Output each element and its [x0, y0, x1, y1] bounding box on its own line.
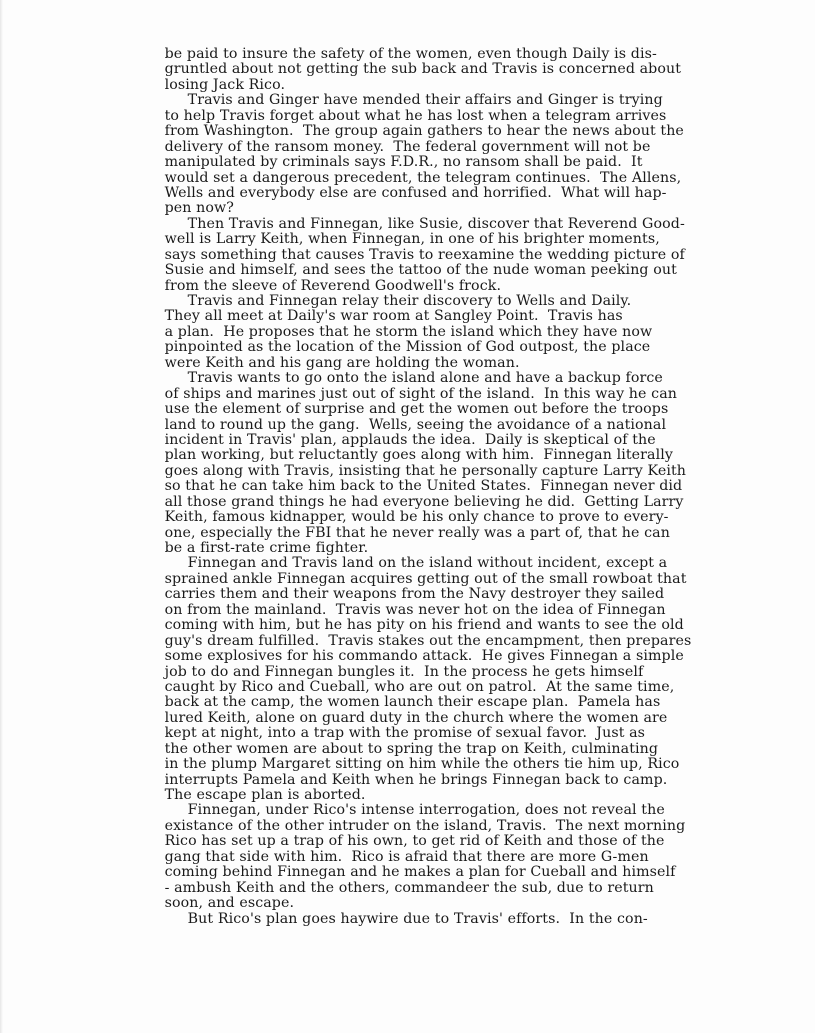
page-edge-shadow: [0, 0, 3, 1033]
text-line: losing Jack Rico.: [160, 76, 286, 93]
text-line: kept at night, into a trap with the promise of sexual favor. Just as: [160, 725, 646, 742]
text-line: lured Keith, alone on guard duty in the church where the women are: [160, 709, 668, 726]
text-line: all those grand things he had everyone believing he did. Getting Larry: [160, 493, 684, 510]
text-line: Travis wants to go onto the island alone and have a backup force: [160, 370, 663, 387]
text-line: pen now?: [160, 200, 234, 217]
text-line: back at the camp, the women launch their escape plan. Pamela has: [160, 694, 661, 711]
text-line: interrupts Pamela and Keith when he brings Finnegan back to camp.: [160, 771, 668, 788]
text-line: from Washington. The group again gathers to hear the news about the: [160, 123, 684, 140]
text-line: Wells and everybody else are confused and horrified. What will hap-: [160, 184, 667, 201]
text-line: of ships and marines just out of sight of the island. In this way he can: [160, 385, 677, 402]
text-line: be a first-rate crime fighter.: [160, 540, 369, 556]
text-line: existance of the other intruder on the island, Travis. The next morning: [160, 817, 686, 834]
text-line: soon, and escape.: [160, 895, 295, 912]
text-line: gang that side with him. Rico is afraid that there are more G-men: [160, 848, 649, 865]
text-line: one, especially the FBI that he never really was a part of, that he can: [160, 524, 670, 541]
text-line: land to round up the gang. Wells, seeing the avoidance of a national: [160, 416, 667, 433]
text-line: would set a dangerous precedent, the telegram continues. The Allens,: [160, 169, 682, 186]
text-line: carries them and their weapons from the Navy destroyer they sailed: [160, 586, 665, 603]
text-line: incident in Travis' plan, applauds the idea. Daily is skeptical of the: [160, 431, 656, 448]
text-line: plan working, but reluctantly goes along with him. Finnegan literally: [160, 447, 673, 464]
text-line: They all meet at Daily's war room at Sangley Point. Travis has: [160, 308, 623, 325]
text-line: Finnegan, under Rico's intense interrogation, does not reveal the: [160, 802, 665, 819]
text-line: But Rico's plan goes haywire due to Travis' efforts. In the con-: [160, 910, 648, 927]
text-line: Travis and Ginger have mended their affairs and Ginger is trying: [160, 92, 663, 109]
text-line: Travis and Finnegan relay their discovery to Wells and Daily.: [160, 293, 632, 309]
text-line: goes along with Travis, insisting that he personally capture Larry Keith: [160, 462, 687, 479]
text-line: job to do and Finnegan bungles it. In the process he gets himself: [160, 663, 644, 680]
text-line: pinpointed as the location of the Mission of God outpost, the place: [160, 339, 651, 356]
text-line: delivery of the ransom money. The federal government will not be: [160, 138, 651, 155]
text-line: on from the mainland. Travis was never hot on the idea of Finnegan: [160, 601, 666, 618]
text-line: so that he can take him back to the United States. Finnegan never did: [160, 478, 683, 495]
text-line: gruntled about not getting the sub back and Travis is concerned about: [160, 61, 682, 78]
text-line: some explosives for his commando attack. He gives Finnegan a simple: [160, 648, 684, 665]
typescript-body: [160, 47, 750, 927]
text-line: sprained ankle Finnegan acquires getting out of the small rowboat that: [160, 570, 687, 587]
text-line: Rico has set up a trap of his own, to get rid of Keith and those of the: [160, 833, 665, 850]
text-line: - ambush Keith and the others, commandeer the sub, due to return: [160, 879, 654, 896]
text-line: from the sleeve of Reverend Goodwell's frock.: [160, 277, 502, 294]
text-line: Finnegan and Travis land on the island without incident, except a: [160, 555, 668, 572]
text-line: a plan. He proposes that he storm the island which they have now: [160, 323, 653, 340]
text-line: were Keith and his gang are holding the woman.: [160, 354, 520, 371]
text-line: Keith, famous kidnapper, would be his only chance to prove to every-: [160, 509, 669, 526]
text-line: be paid to insure the safety of the women, even though Daily is dis-: [160, 46, 657, 62]
text-line: caught by Rico and Cueball, who are out on patrol. At the same time,: [160, 678, 675, 695]
text-line: says something that causes Travis to reexamine the wedding picture of: [160, 246, 685, 263]
text-line: coming with him, but he has pity on his friend and wants to see the old: [160, 617, 684, 634]
text-line: in the plump Margaret sitting on him while the others tie him up, Rico: [160, 756, 680, 773]
text-line: The escape plan is aborted.: [160, 787, 366, 803]
text-line: Susie and himself, and sees the tattoo of the nude woman peeking out: [160, 262, 677, 279]
text-line: well is Larry Keith, when Finnegan, in one of his brighter moments,: [160, 231, 660, 248]
text-line: guy's dream fulfilled. Travis stakes out the encampment, then prepares: [160, 632, 692, 649]
text-line: to help Travis forget about what he has lost when a telegram arrives: [160, 107, 667, 124]
text-line: Then Travis and Finnegan, like Susie, discover that Reverend Good-: [160, 215, 685, 232]
text-line: coming behind Finnegan and he makes a plan for Cueball and himself: [160, 864, 676, 881]
text-line: the other women are about to spring the trap on Keith, culminating: [160, 740, 659, 757]
text-line: manipulated by criminals says F.D.R., no ransom shall be paid. It: [160, 154, 643, 171]
text-line: use the element of surprise and get the women out before the troops: [160, 401, 669, 418]
